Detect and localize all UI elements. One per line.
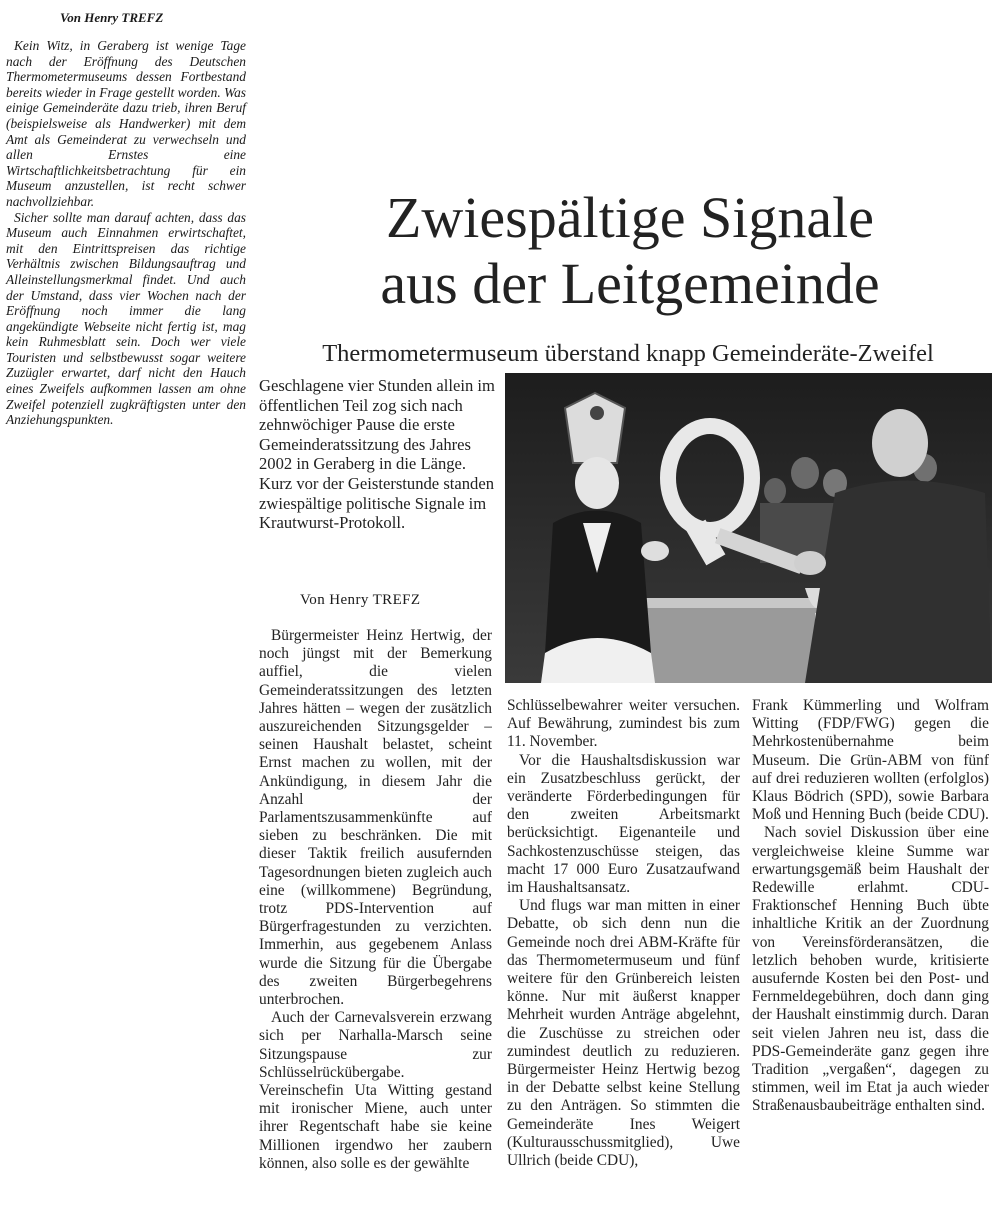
photo-illustration (505, 373, 992, 683)
article-paragraph: Vor die Haushaltsdiskussion war ein Zusatzbeschluss gerückt, der veränderte Förderbedingungen für den zweiten Arbeitsmarkt berücksichtigt. Eigenanteile und Sachkostenzuschüsse steigen, das macht 17 000 Euro Zusatzaufwand im Haushaltsansatz. (507, 751, 740, 897)
article-paragraph: Auch der Carnevalsverein erzwang sich per Narhalla-Marsch seine Sitzungspause zur Schlüsselrückübergabe. Vereinschefin Uta Witting gestand mit ironischer Miene, auch unter ihrer Regentschaft habe sie keine Millionen irgendwo her zaubern können, also solle es der gewählte (259, 1009, 492, 1172)
comment-column (6, 38, 246, 428)
article-column-1 (259, 627, 492, 1225)
comment-paragraph: Sicher sollte man darauf achten, dass das Museum auch Einnahmen erwirtschaftet, mit den Eintrittspreisen das richtige Verhältnis zwischen Bildungsauftrag und Alleinstellungsmerkmal findet. Und auch der Umstand, dass vier Wochen nach der Eröffnung noch immer die lang angekündigte Webseite nicht fertig ist, mag kein Ruhmesblatt sein. Doch wer viele Touristen und selbstbewusst sogar weitere Zuzügler erwartet, darf nicht den Hauch eines Zweifels aufkommen lassen am ohne Zweifel potenziell zugkräftigsten unter den Anziehungspunkten. (6, 209, 246, 428)
headline-line-2: aus der Leitgemeinde (380, 251, 880, 316)
headline (300, 185, 960, 317)
lead-paragraph: Geschlagene vier Stunden allein im öffentlichen Teil zog sich nach zehnwöchiger Pause die erste Gemeinderatssitzung des Jahres 2002 in Geraberg in die Länge. Kurz vor der Geisterstunde standen zwiespältige politische Signale im Krautwurst-Protokoll. (259, 376, 495, 533)
article-paragraph: Und flugs war man mitten in einer Debatte, ob sich denn nun die Gemeinde noch drei ABM-Kräfte für das Thermometermuseum und fünf weitere für den Grünbereich leisten könne. Nur mit äußerst knapper Mehrheit wurden Anträge abgelehnt, die Zuschüsse zu streichen oder zumindest deutlich zu reduzieren. Bürgermeister Heinz Hertwig bezog in der Debatte selbst keine Stellung zu den Anträgen. So stimmten die Gemeinderäte Ines Weigert (Kulturausschussmitglied), Uwe Ullrich (beide CDU), (507, 897, 740, 1170)
article-paragraph: Bürgermeister Heinz Hertwig, der noch jüngst mit der Bemerkung auffiel, die vielen Gemeinderatssitzungen des letzten Jahres hätten – wegen der zusätzlich auszureichenden Sitzungsgelder – seinen Haushalt belastet, scheint Ernst machen zu wollen, mit der Ankündigung, in diesem Jahr die Anzahl der Parlamentszusammenkünfte auf sieben zu beschränken. Die mit dieser Taktik freilich ausufernden Tagesordnungen bieten zugleich auch eine (willkommene) Begründung, trotz PDS-Intervention auf Bürgerfragestunden zu verzichten. Immerhin, aus gegebenem Anlass wurde die Sitzung für die Übergabe des zweiten Bürgerbegehrens unterbrochen. (259, 627, 492, 1009)
article-photo (505, 373, 992, 683)
article-paragraph: Nach soviel Diskussion über eine vergleichweise kleine Summe war erwartungsgemäß beim Haushalt der Redewille erlahmt. CDU-Fraktionschef Henning Buch übte inhaltliche Kritik an der Zuordnung von Vereinsförderansätzen, die letzlich behoben wurde, kritisierte ausufernde Kosten bei den Post- und Fernmeldegebühren, doch dann ging der Haushalt einstimmig durch. Daran seit vielen Jahren neu ist, dass die PDS-Gemeinderäte ganz gegen ihre Tradition „vergaßen“, dagegen zu stimmen, weil im Etat ja auch wieder Straßenausbaubeiträge enthalten sind. (752, 824, 989, 1115)
comment-paragraph: Kein Witz, in Geraberg ist wenige Tage nach der Eröffnung des Deutschen Thermometermuseums dessen Fortbestand bereits wieder in Frage gestellt worden. Was einige Gemeinderäte dazu trieb, ihren Beruf (beispielsweise als Handwerker) mit dem Amt als Gemeinderat zu verwechseln und allen Ernstes eine Wirtschaftlichkeitsbetrachtung für ein Museum anzustellen, ist recht schwer nachvollziehbar. (6, 38, 246, 209)
article-byline: Von Henry TREFZ (300, 592, 421, 608)
article-column-3 (752, 697, 989, 1225)
comment-byline: Von Henry TREFZ (60, 10, 164, 25)
article-column-2 (507, 697, 740, 1225)
article-paragraph: Frank Kümmerling und Wolfram Witting (FDP/FWG) gegen die Mehrkostenübernahme beim Museum. Die Grün-ABM von fünf auf drei reduzieren wollten (erfolglos) Klaus Bödrich (SPD), sowie Barbara Moß und Henning Buch (beide CDU). (752, 697, 989, 824)
subheadline: Thermometermuseum überstand knapp Gemeinderäte-Zweifel (322, 340, 934, 367)
article-paragraph: Schlüsselbewahrer weiter versuchen. Auf Bewährung, zumindest bis zum 11. November. (507, 697, 740, 751)
headline-line-1: Zwiespältige Signale (385, 185, 875, 250)
